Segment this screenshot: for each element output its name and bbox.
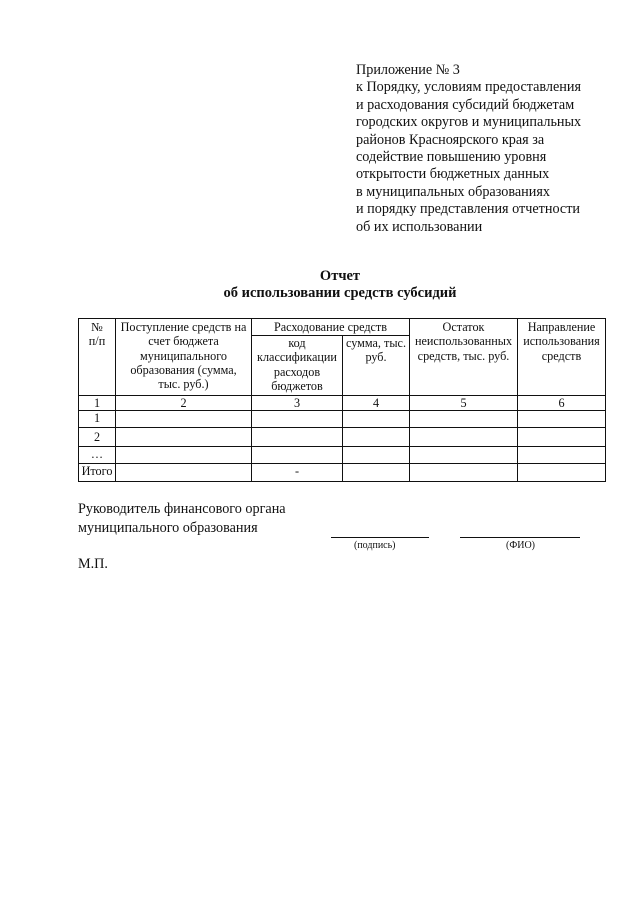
table-cell [252,447,343,464]
report-title-line1: Отчет [319,268,361,284]
signature-title-line1: Руководитель финансового органа [78,501,286,517]
appendix-line: содействие повышению уровня [356,149,547,166]
table-header-row [79,319,606,336]
table-cell [343,428,410,447]
column-number: 4 [343,396,410,411]
appendix-line: городских округов и муниципальных [356,114,582,131]
table-cell: - [252,464,343,482]
appendix-line: и расходования субсидий бюджетам [356,96,575,113]
name-caption: (ФИО) [506,540,536,551]
signature-title-line2: муниципального образования [78,520,258,536]
table-cell [252,428,343,447]
table-cell [252,411,343,428]
row-label: 1 [79,411,116,428]
table-row [79,447,606,464]
appendix-line: к Порядку, условиям предоставления [356,79,582,96]
table-cell [116,447,252,464]
row-label-total: Итого [79,464,116,482]
row-label: 2 [79,428,116,447]
column-number: 2 [116,396,252,411]
table-cell [343,464,410,482]
table-cell [518,464,606,482]
header-income: Поступление средств на счет бюджета муниципального образования (сумма, тыс. руб.) [116,319,252,396]
column-number: 3 [252,396,343,411]
table-cell [518,411,606,428]
appendix-line: об их использовании [356,218,483,235]
row-label: … [79,447,116,464]
table-cell [116,411,252,428]
report-title-line2: об использовании средств субсидий [223,285,457,301]
name-line [460,537,580,538]
header-amount: сумма, тыс. руб. [343,336,410,396]
appendix-line: открытости бюджетных данных [356,166,550,183]
header-remainder: Остаток неиспользованных средств, тыс. руб. [410,319,518,396]
column-number: 6 [518,396,606,411]
table-cell [410,464,518,482]
table-column-numbers-row [79,396,606,411]
table-cell [410,411,518,428]
table-cell [116,464,252,482]
report-table [78,318,606,482]
appendix-line: в муниципальных образованиях [356,183,550,200]
signature-caption: (подпись) [354,540,396,551]
table-cell [343,411,410,428]
table-cell [343,447,410,464]
header-num: № п/п [79,319,116,396]
table-row-total [79,464,606,482]
column-number: 1 [79,396,116,411]
appendix-line: Приложение № 3 [356,62,460,78]
column-number: 5 [410,396,518,411]
stamp-label: М.П. [78,556,108,572]
appendix-line: районов Красноярского края за [356,131,545,148]
header-spending: Расходование средств [252,319,410,336]
table-row [79,411,606,428]
table-cell [518,428,606,447]
report-title [0,268,640,302]
appendix-block [356,62,626,236]
signature-line [331,537,429,538]
header-direction: Направление использования средств [518,319,606,396]
table-cell [518,447,606,464]
table-cell [116,428,252,447]
header-code: код классификации расходов бюджетов [252,336,343,396]
table-cell [410,447,518,464]
table-row [79,428,606,447]
appendix-line: и порядку представления отчетности [356,201,580,218]
signature-block [78,500,286,538]
table-cell [410,428,518,447]
